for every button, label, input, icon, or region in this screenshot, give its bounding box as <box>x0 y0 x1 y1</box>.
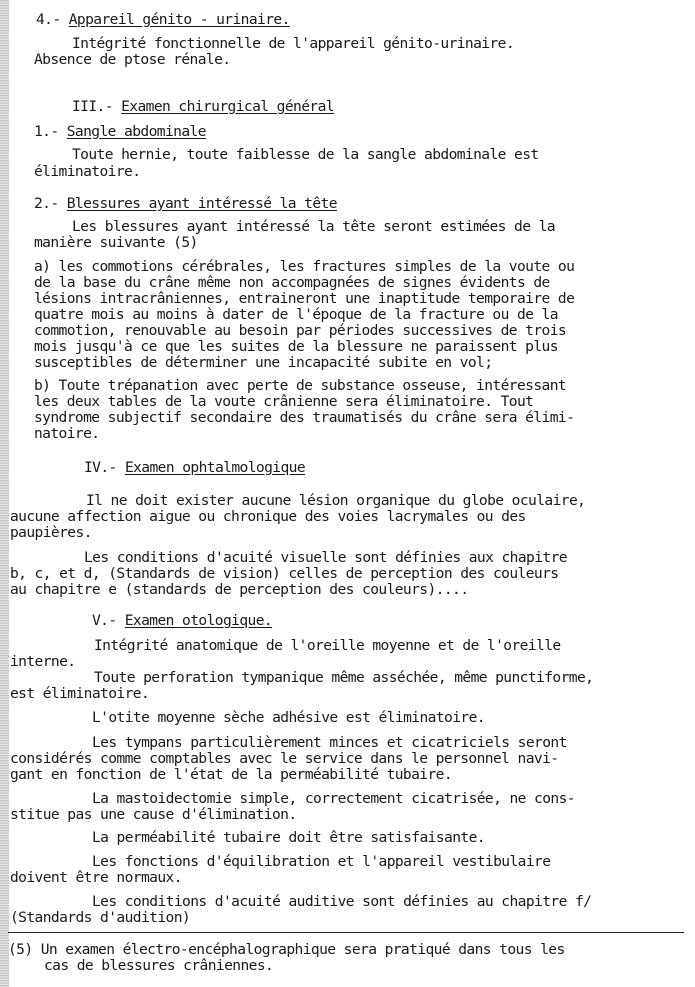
text-line: au chapitre e (standards de perception des couleurs).... <box>10 581 469 598</box>
text-line: doivent être normaux. <box>10 869 182 886</box>
text-line: manière suivante (5) <box>34 234 198 251</box>
text-line: natoire. <box>34 425 100 442</box>
text-line: L'otite moyenne sèche adhésive est éliminatoire. <box>92 709 485 726</box>
subsection-heading-2 <box>34 196 337 212</box>
text-line: Les tympans particulièrement minces et cicatriciels seront <box>92 734 567 751</box>
section-heading-V <box>92 613 272 629</box>
text-line: Les conditions d'acuité visuelle sont définies aux chapitre <box>84 549 567 566</box>
section-number: 1.- <box>34 123 59 140</box>
section-heading-4 <box>36 12 290 28</box>
section-heading-IV <box>84 460 305 476</box>
text-line: interne. <box>10 653 76 670</box>
text-line: Toute hernie, toute faiblesse de la sangle abdominale est <box>72 146 539 163</box>
text-line: paupières. <box>10 524 92 541</box>
text-line: susceptibles de déterminer une incapacité subite en vol; <box>34 354 493 371</box>
text-line: syndrome subjectif secondaire des traumatisés du crâne sera élimi- <box>34 409 575 426</box>
text-line: a) les commotions cérébrales, les fractures simples de la voute ou <box>34 258 575 275</box>
text-line: commotion, renouvable au besoin par périodes successives de trois <box>34 322 567 339</box>
text-line: b, c, et d, (Standards de vision) celles de perception des couleurs <box>10 565 559 582</box>
subsection-heading-1 <box>34 124 206 140</box>
text-line: b) Toute trépanation avec perte de substance osseuse, intéressant <box>34 377 567 394</box>
text-line: Les blessures ayant intéressé la tête seront estimées de la <box>72 218 555 235</box>
text-line: les deux tables de la voute crânienne sera éliminatoire. Tout <box>34 393 534 410</box>
scan-edge <box>0 0 9 987</box>
section-title: Examen ophtalmologique <box>124 459 306 476</box>
text-line: Intégrité fonctionnelle de l'appareil génito-urinaire. <box>72 35 515 52</box>
footnote-line: cas de blessures crâniennes. <box>44 957 274 974</box>
section-title: Examen otologique. <box>124 612 273 629</box>
section-number: III.- <box>72 98 113 115</box>
text-line: lésions intracrâniennes, entraineront une inaptitude temporaire de <box>34 290 575 307</box>
section-number: 2.- <box>34 195 59 212</box>
footnote-line: (5) Un examen électro-encéphalographique sera pratiqué dans tous les <box>8 941 565 958</box>
text-line: éliminatoire. <box>34 163 141 180</box>
section-title: Blessures ayant intéressé la tête <box>66 195 337 212</box>
section-heading-III <box>72 99 334 115</box>
text-line: (Standards d'audition) <box>10 909 191 926</box>
text-line: Toute perforation tympanique même asséchée, même punctiforme, <box>94 669 594 686</box>
text-line: La mastoidectomie simple, correctement cicatrisée, ne cons- <box>92 790 575 807</box>
text-line: considérés comme comptables avec le service dans le personnel navi- <box>10 750 559 767</box>
section-title: Appareil génito - urinaire. <box>68 11 290 28</box>
text-line: quatre mois au moins à dater de l'époque de la fracture ou de la <box>34 306 558 323</box>
text-line: aucune affection aigue ou chronique des voies lacrymales ou des <box>10 508 526 525</box>
text-line: Intégrité anatomique de l'oreille moyenne et de l'oreille <box>94 637 561 654</box>
text-line: gant en fonction de l'état de la perméabilité tubaire. <box>10 766 453 783</box>
text-line: Les fonctions d'équilibration et l'appareil vestibulaire <box>92 853 551 870</box>
text-line: stitue pas une cause d'élimination. <box>10 806 297 823</box>
text-line: mois jusqu'à ce que les suites de la blessure ne paraissent plus <box>34 338 558 355</box>
section-number: 4.- <box>36 11 61 28</box>
text-line: Absence de ptose rénale. <box>34 51 231 68</box>
section-number: IV.- <box>84 459 117 476</box>
section-title: Sangle abdominale <box>66 123 206 140</box>
footnote-divider <box>8 932 684 933</box>
section-number: V.- <box>92 612 117 629</box>
text-line: est éliminatoire. <box>10 685 150 702</box>
text-line: La perméabilité tubaire doit être satisfaisante. <box>92 829 485 846</box>
section-title: Examen chirurgical général <box>121 98 334 115</box>
text-line: de la base du crâne même non accompagnées de signes évidents de <box>34 274 550 291</box>
text-line: Les conditions d'acuité auditive sont définies au chapitre f/ <box>92 893 592 910</box>
text-line: Il ne doit exister aucune lésion organique du globe oculaire, <box>86 492 586 509</box>
